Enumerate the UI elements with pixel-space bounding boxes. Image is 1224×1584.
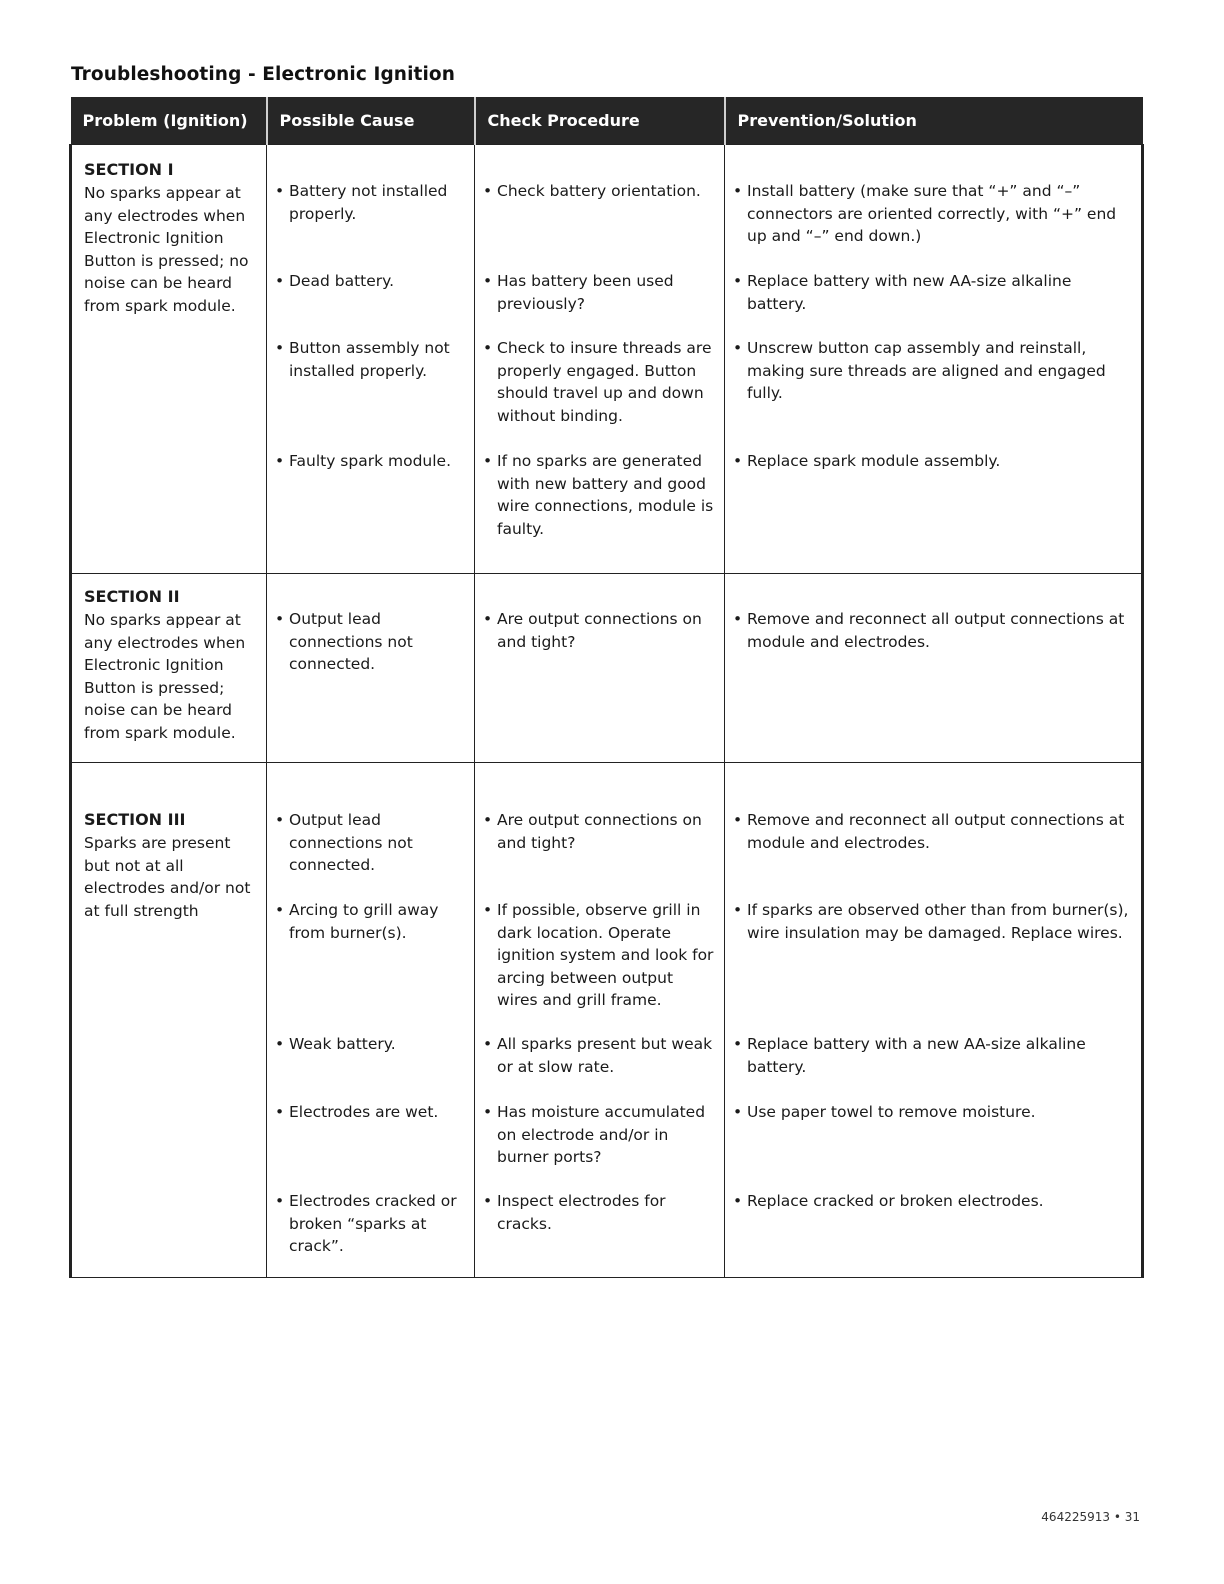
list-item: • Replace cracked or broken electrodes. <box>731 1190 1135 1213</box>
list-item: • Button assembly not installed properly. <box>273 337 468 382</box>
list-item: • Remove and reconnect all output connections at module and electrodes. <box>731 809 1135 854</box>
list-item: • Battery not installed properly. <box>273 180 468 225</box>
list-item: • Inspect electrodes for cracks. <box>481 1190 718 1235</box>
list-item: • Replace battery with a new AA-size alkaline battery. <box>731 1033 1135 1078</box>
list-item: • Use paper towel to remove moisture. <box>731 1101 1135 1124</box>
cause-text: Output lead connections not connected. <box>289 811 413 875</box>
cause-text: Battery not installed properly. <box>289 182 448 223</box>
check-text: Has battery been used previously? <box>497 272 674 313</box>
cause-cell <box>267 574 475 763</box>
check-text: Inspect electrodes for cracks. <box>497 1192 666 1233</box>
list-item: • Dead battery. <box>273 270 468 293</box>
list-item: • Replace spark module assembly. <box>731 450 1135 473</box>
cause-text: Weak battery. <box>289 1035 396 1053</box>
problem-cell <box>71 145 267 574</box>
solution-text: Unscrew button cap assembly and reinstall, making sure threads are aligned and engaged fully. <box>747 339 1106 403</box>
check-text: Are output connections on and tight? <box>497 610 702 651</box>
list-item: • Faulty spark module. <box>273 450 468 473</box>
solution-text: Remove and reconnect all output connections at module and electrodes. <box>747 610 1125 651</box>
check-text: Check battery orientation. <box>497 182 701 200</box>
list-item: • Electrodes cracked or broken “sparks at crack”. <box>273 1190 468 1258</box>
list-item: • Electrodes are wet. <box>273 1101 468 1124</box>
header-prevention-solution: Prevention/Solution <box>725 97 1143 145</box>
list-item: • Arcing to grill away from burner(s). <box>273 899 468 944</box>
solution-text: Replace cracked or broken electrodes. <box>747 1192 1044 1210</box>
solution-text: Use paper towel to remove moisture. <box>747 1103 1036 1121</box>
cause-text: Dead battery. <box>289 272 395 290</box>
table-header-row <box>71 97 1143 145</box>
list-item: • Check battery orientation. <box>481 180 718 203</box>
check-text: If possible, observe grill in dark location. Operate ignition system and look for arcing between output wires and grill frame. <box>497 901 714 1010</box>
list-item: • Weak battery. <box>273 1033 468 1056</box>
cause-text: Faulty spark module. <box>289 452 452 470</box>
page-footer: 464225913 • 31 <box>1041 1510 1140 1524</box>
page-title: Troubleshooting - Electronic Ignition <box>71 64 455 85</box>
check-text: All sparks present but weak or at slow rate. <box>497 1035 713 1076</box>
list-item: • Output lead connections not connected. <box>273 809 468 877</box>
list-item: • Replace battery with new AA-size alkaline battery. <box>731 270 1135 315</box>
list-item: • Has battery been used previously? <box>481 270 718 315</box>
solution-text: Remove and reconnect all output connections at module and electrodes. <box>747 811 1125 852</box>
solution-text: Replace battery with new AA-size alkaline battery. <box>747 272 1072 313</box>
list-item: • Install battery (make sure that “+” and “–” connectors are oriented correctly, with “+” end up and “–” end down.) <box>731 180 1135 248</box>
list-item: • If possible, observe grill in dark location. Operate ignition system and look for arcing between output wires and grill frame. <box>481 899 718 1012</box>
section-row <box>71 574 1143 763</box>
section-title: SECTION III <box>84 810 186 829</box>
cause-text: Electrodes are wet. <box>289 1103 439 1121</box>
problem-text: No sparks appear at any electrodes when Electronic Ignition Button is pressed; no noise can be heard from spark module. <box>84 184 249 315</box>
header-possible-cause: Possible Cause <box>267 97 475 145</box>
list-item: • Are output connections on and tight? <box>481 608 718 653</box>
troubleshooting-table <box>69 97 1144 1278</box>
cause-text: Button assembly not installed properly. <box>289 339 450 380</box>
check-cell <box>475 145 725 574</box>
list-item: • If no sparks are generated with new battery and good wire connections, module is faulty. <box>481 450 718 540</box>
solution-text: If sparks are observed other than from burner(s), wire insulation may be damaged. Replace wires. <box>747 901 1129 942</box>
section-row <box>71 145 1143 574</box>
solution-cell <box>725 574 1143 763</box>
solution-cell <box>725 763 1143 1278</box>
problem-text: No sparks appear at any electrodes when Electronic Ignition Button is pressed; noise can be heard from spark module. <box>84 611 246 742</box>
check-cell <box>475 763 725 1278</box>
cause-cell <box>267 763 475 1278</box>
list-item: • If sparks are observed other than from burner(s), wire insulation may be damaged. Replace wires. <box>731 899 1135 944</box>
list-item: • All sparks present but weak or at slow rate. <box>481 1033 718 1078</box>
solution-cell <box>725 145 1143 574</box>
check-text: Check to insure threads are properly engaged. Button should travel up and down without binding. <box>497 339 712 425</box>
solution-text: Replace spark module assembly. <box>747 452 1001 470</box>
check-text: Has moisture accumulated on electrode and/or in burner ports? <box>497 1103 706 1167</box>
check-text: Are output connections on and tight? <box>497 811 702 852</box>
check-cell <box>475 574 725 763</box>
header-check-procedure: Check Procedure <box>475 97 725 145</box>
solution-text: Replace battery with a new AA-size alkaline battery. <box>747 1035 1086 1076</box>
list-item: • Remove and reconnect all output connections at module and electrodes. <box>731 608 1135 653</box>
problem-text: Sparks are present but not at all electrodes and/or not at full strength <box>84 834 251 920</box>
cause-text: Electrodes cracked or broken “sparks at crack”. <box>289 1192 457 1256</box>
problem-cell <box>71 574 267 763</box>
cause-cell <box>267 145 475 574</box>
problem-cell <box>71 763 267 1278</box>
check-text: If no sparks are generated with new battery and good wire connections, module is faulty. <box>497 452 714 538</box>
section-title: SECTION II <box>84 587 180 606</box>
list-item: • Has moisture accumulated on electrode and/or in burner ports? <box>481 1101 718 1169</box>
list-item: • Output lead connections not connected. <box>273 608 468 676</box>
header-problem: Problem (Ignition) <box>71 97 267 145</box>
section-row <box>71 763 1143 1278</box>
list-item: • Are output connections on and tight? <box>481 809 718 854</box>
list-item: • Check to insure threads are properly engaged. Button should travel up and down without binding. <box>481 337 718 427</box>
list-item: • Unscrew button cap assembly and reinstall, making sure threads are aligned and engaged fully. <box>731 337 1135 405</box>
cause-text: Arcing to grill away from burner(s). <box>289 901 439 942</box>
section-title: SECTION I <box>84 160 174 179</box>
solution-text: Install battery (make sure that “+” and “–” connectors are oriented correctly, with “+” end up and “–” end down.) <box>747 182 1117 246</box>
cause-text: Output lead connections not connected. <box>289 610 413 674</box>
